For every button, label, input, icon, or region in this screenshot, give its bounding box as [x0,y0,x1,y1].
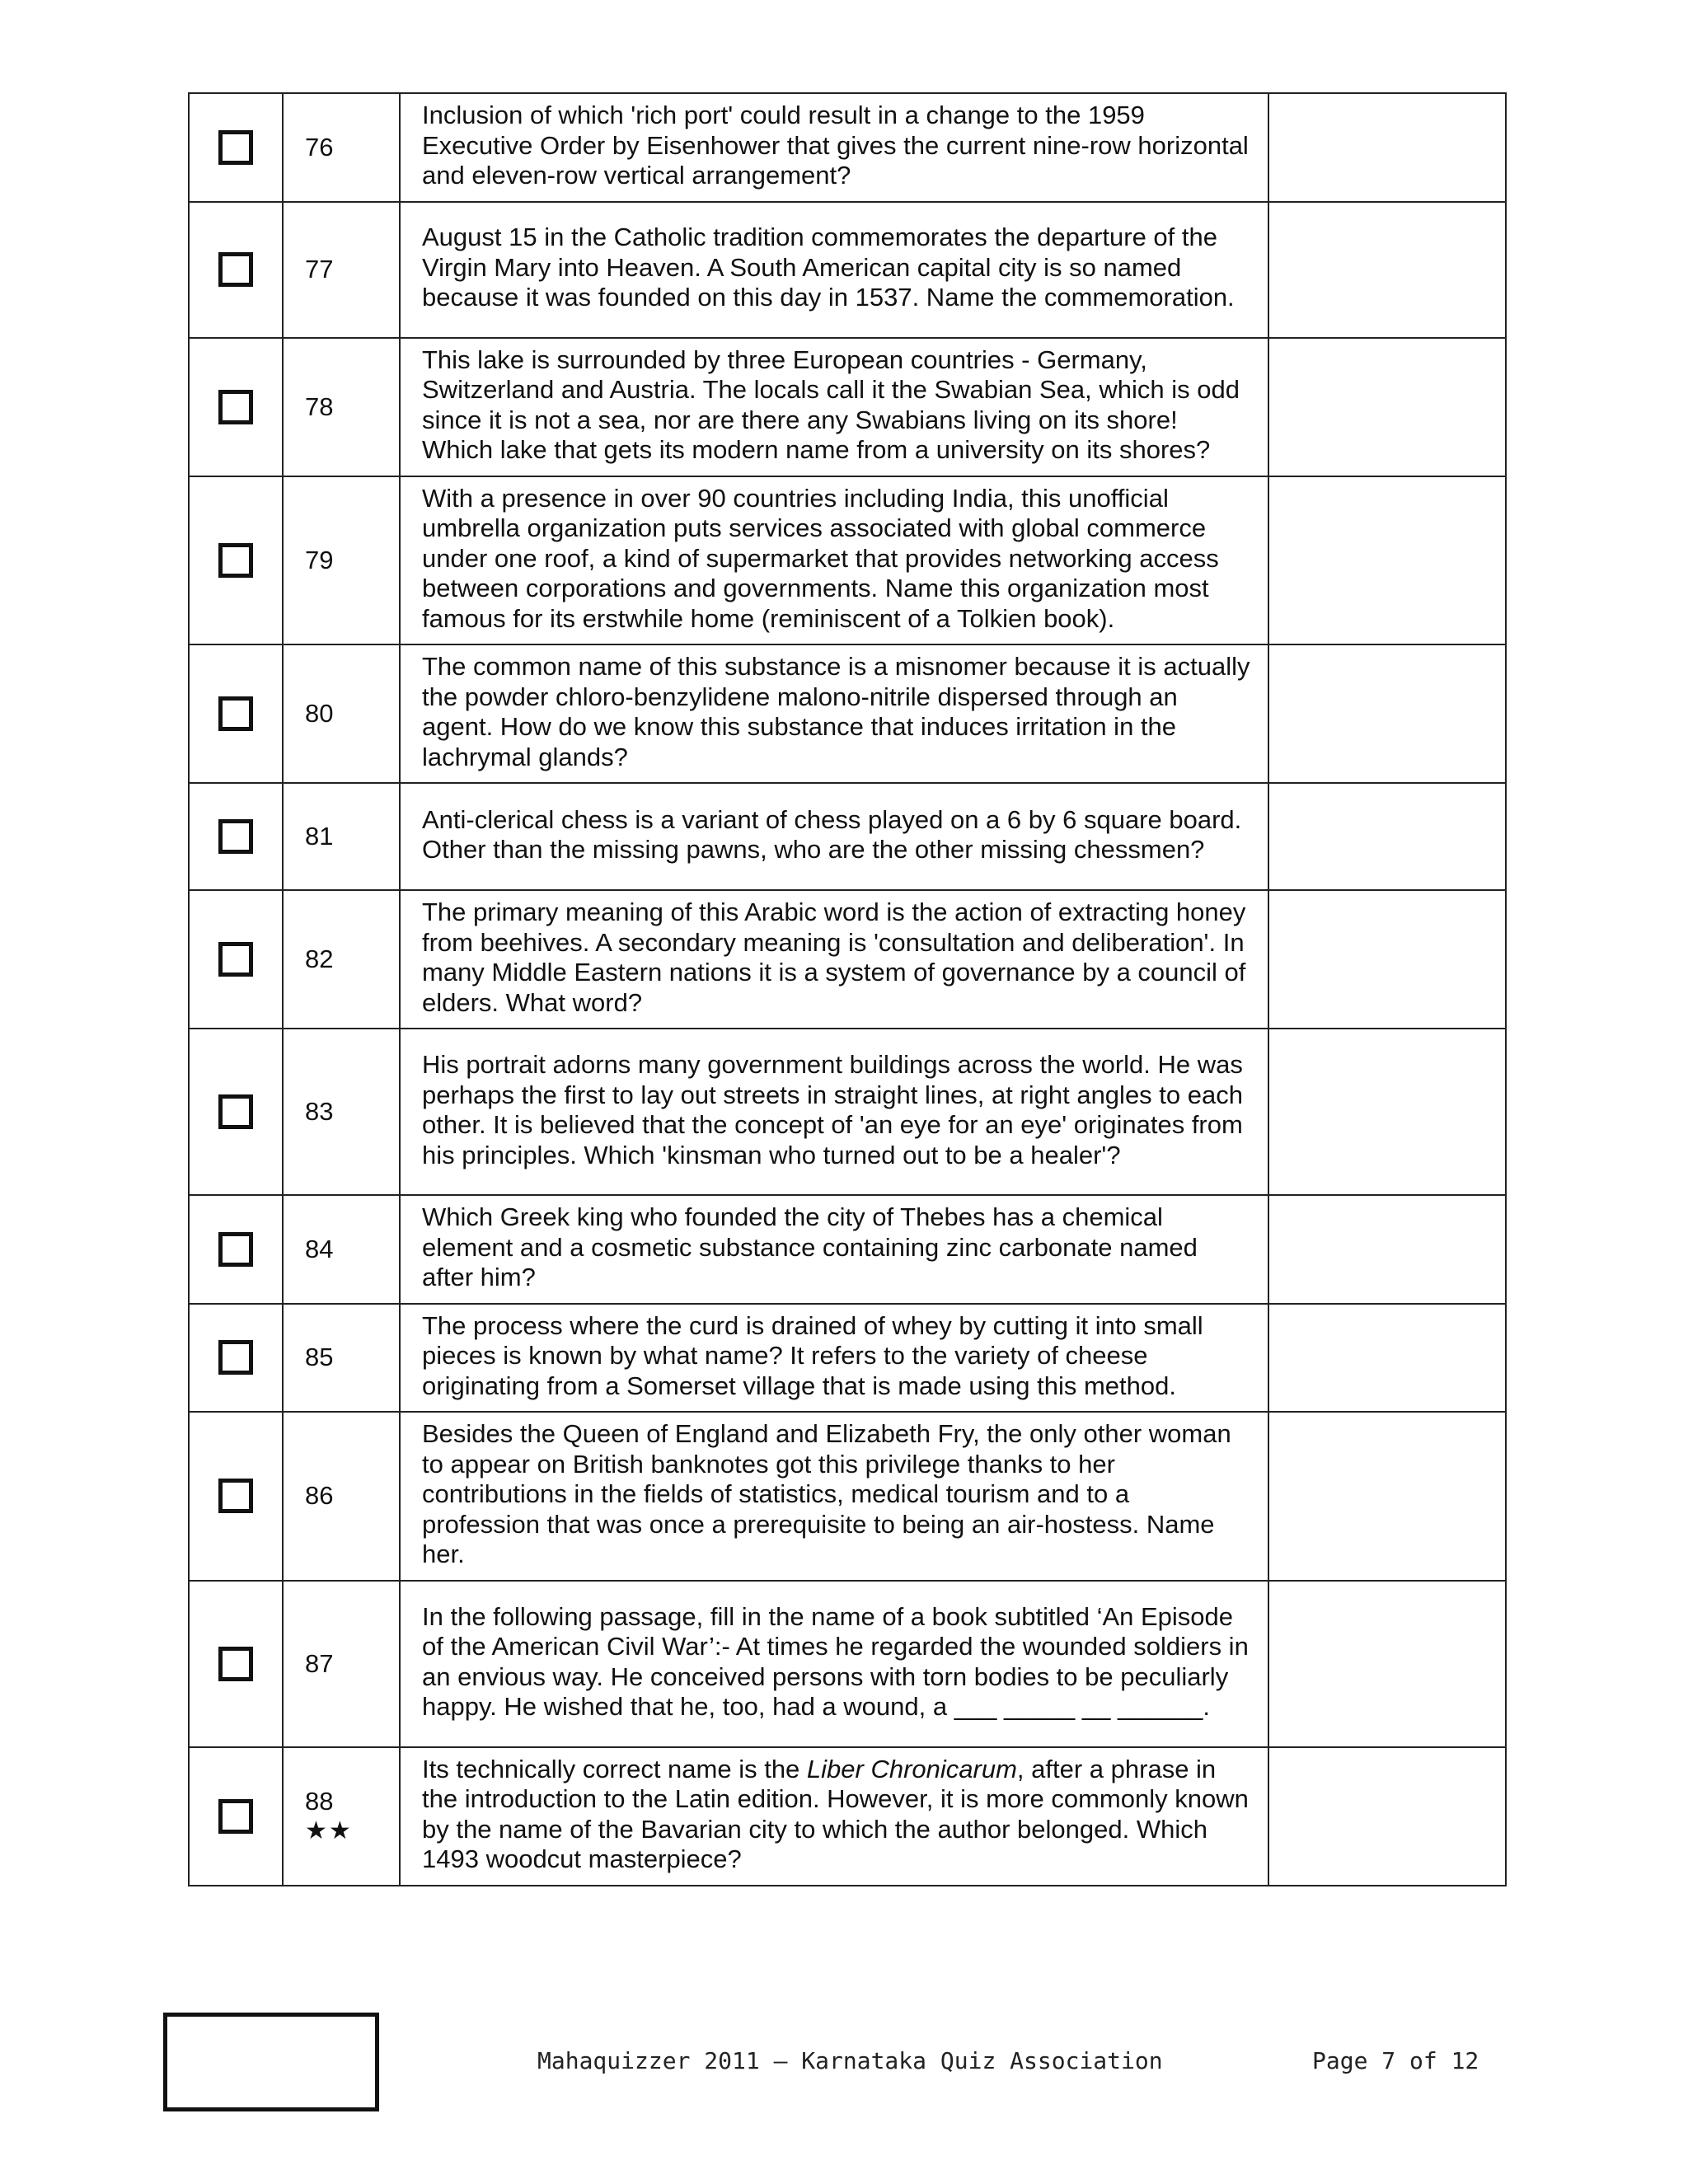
question-row [189,476,1506,645]
checkbox-cell [189,476,283,645]
question-row [189,1304,1506,1413]
question-text-part: Its technically correct name is the [422,1754,807,1783]
question-number: 85 [283,1304,400,1413]
question-checkbox[interactable] [218,819,253,854]
answer-cell[interactable] [1268,93,1506,202]
checkbox-cell [189,93,283,202]
question-text: His portrait adorns many government buildings across the world. He was perhaps the first to lay out streets in straight lines, at right angles to each other. It is believed that the concept of 'an eye for an eye' originates from his principles. Which 'kinsman who turned out to be a healer'? [400,1029,1268,1195]
checkbox-cell [189,1747,283,1886]
question-row [189,93,1506,202]
answer-cell[interactable] [1268,1581,1506,1747]
question-number: 86 [283,1412,400,1581]
question-text: Anti-clerical chess is a variant of chess played on a 6 by 6 square board. Other than the missing pawns, who are the other missing chessmen? [400,783,1268,890]
checkbox-cell [189,1195,283,1304]
footer-title: Mahaquizzer 2011 – Karnataka Quiz Association [537,2047,1163,2074]
checkbox-cell [189,644,283,783]
question-checkbox[interactable] [218,696,253,731]
question-checkbox[interactable] [218,543,253,578]
question-number: 81 [283,783,400,890]
score-box [163,2013,379,2111]
question-row [189,644,1506,783]
question-number: 79 [283,476,400,645]
question-checkbox[interactable] [218,130,253,165]
question-number: 84 [283,1195,400,1304]
question-checkbox[interactable] [218,1340,253,1375]
question-number: 78 [283,338,400,476]
page-number: Page 7 of 12 [1312,2047,1479,2074]
question-row [189,1747,1506,1886]
question-row [189,890,1506,1029]
question-row [189,338,1506,476]
question-number: 80 [283,644,400,783]
question-text: August 15 in the Catholic tradition commemorates the departure of the Virgin Mary into Heaven. A South American capital city is so named because it was founded on this day in 1537. Name the commemoration. [400,202,1268,338]
question-number: 88 [305,1786,334,1816]
answer-cell[interactable] [1268,1029,1506,1195]
question-row [189,1029,1506,1195]
question-text-part: , after a phrase in the introduction to the Latin edition. However, it is more commonly known by the name of the Bavarian city to which the author belonged. Which 1493 woodcut masterpiece? [422,1754,1249,1873]
answer-cell[interactable] [1268,644,1506,783]
book-title-italic: Liber Chronicarum [806,1754,1017,1783]
checkbox-cell [189,1304,283,1413]
question-text: Besides the Queen of England and Elizabeth Fry, the only other woman to appear on British banknotes got this privilege thanks to her contributions in the fields of statistics, medical tourism and to a profession that was once a prerequisite to being an air-hostess. Name her. [400,1412,1268,1581]
answer-cell[interactable] [1268,890,1506,1029]
question-text: The primary meaning of this Arabic word is the action of extracting honey from beehives. A secondary meaning is 'consultation and deliberation'. In many Middle Eastern nations it is a system of governance by a council of elders. What word? [400,890,1268,1029]
checkbox-cell [189,890,283,1029]
answer-cell[interactable] [1268,1412,1506,1581]
question-text: With a presence in over 90 countries including India, this unofficial umbrella organization puts services associated with global commerce under one roof, a kind of supermarket that provides networking access between corporations and governments. Name this organization most famous for its erstwhile home (reminiscent of a Tolkien book). [400,476,1268,645]
question-text: The common name of this substance is a misnomer because it is actually the powder chloro-benzylidene malono-nitrile dispersed through an agent. How do we know this substance that induces irritation in the lachrymal glands? [400,644,1268,783]
question-table [188,92,1507,1886]
question-row [189,1195,1506,1304]
checkbox-cell [189,783,283,890]
answer-cell[interactable] [1268,1195,1506,1304]
checkbox-cell [189,1581,283,1747]
checkbox-cell [189,1412,283,1581]
answer-cell[interactable] [1268,476,1506,645]
question-text: This lake is surrounded by three European countries - Germany, Switzerland and Austria. The locals call it the Swabian Sea, which is odd since it is not a sea, nor are there any Swabians living on its shore! Which lake that gets its modern name from a university on its shores? [400,338,1268,476]
question-number-cell [283,1747,400,1886]
question-row [189,1581,1506,1747]
question-checkbox[interactable] [218,1479,253,1513]
question-row [189,1412,1506,1581]
answer-cell[interactable] [1268,783,1506,890]
question-number: 76 [283,93,400,202]
question-text: In the following passage, fill in the name of a book subtitled ‘An Episode of the American Civil War’:- At times he regarded the wounded soldiers in an envious way. He conceived persons with torn bodies to be peculiarly happy. He wished that he, too, had a wound, a ___ _____ __ ______. [400,1581,1268,1747]
question-checkbox[interactable] [218,1647,253,1681]
question-number: 77 [283,202,400,338]
checkbox-cell [189,1029,283,1195]
question-checkbox[interactable] [218,942,253,977]
answer-cell[interactable] [1268,338,1506,476]
question-text: Which Greek king who founded the city of Thebes has a chemical element and a cosmetic substance containing zinc carbonate named after him? [400,1195,1268,1304]
question-number: 83 [283,1029,400,1195]
difficulty-stars: ★★ [305,1816,353,1844]
question-checkbox[interactable] [218,1232,253,1267]
question-checkbox[interactable] [218,1094,253,1129]
question-row [189,202,1506,338]
checkbox-cell [189,202,283,338]
question-number: 82 [283,890,400,1029]
question-text: Inclusion of which 'rich port' could result in a change to the 1959 Executive Order by Eisenhower that gives the current nine-row horizontal and eleven-row vertical arrangement? [400,93,1268,202]
question-checkbox[interactable] [218,252,253,287]
question-text: The process where the curd is drained of whey by cutting it into small pieces is known by what name? It refers to the variety of cheese originating from a Somerset village that is made using this method. [400,1304,1268,1413]
answer-cell[interactable] [1268,202,1506,338]
question-checkbox[interactable] [218,390,253,424]
question-number: 87 [283,1581,400,1747]
question-text [400,1747,1268,1886]
question-checkbox[interactable] [218,1799,253,1834]
checkbox-cell [189,338,283,476]
answer-cell[interactable] [1268,1747,1506,1886]
answer-cell[interactable] [1268,1304,1506,1413]
question-row [189,783,1506,890]
